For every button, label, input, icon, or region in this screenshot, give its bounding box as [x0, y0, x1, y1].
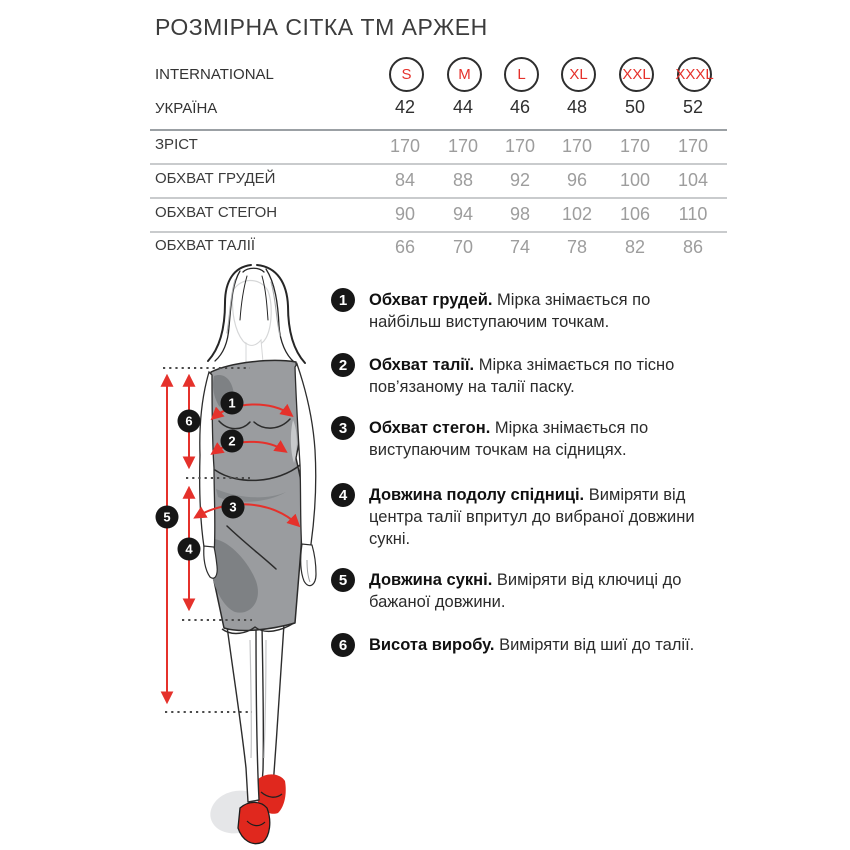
international-label: INTERNATIONAL	[155, 66, 274, 83]
item-text: Довжина подолу спідниці. Виміряти від центра талії впритул до вибраної довжини сукні.	[369, 486, 695, 548]
item-text: Обхват талії. Мірка знімається по тісно пов’язаному на талії паску.	[369, 356, 675, 396]
size-circle-xxxl: XXXL	[677, 57, 712, 92]
table-cell: 66	[394, 237, 416, 257]
page-title: РОЗМІРНА СІТКА ТМ АРЖЕН	[155, 14, 488, 40]
size-circle-xxl: XXL	[619, 57, 654, 92]
table-cell: 104	[677, 170, 709, 190]
item-number-badge: 5	[331, 568, 355, 592]
table-cell: 170	[677, 136, 709, 156]
row-label-hips: ОБХВАТ СТЕГОН	[155, 204, 278, 221]
item-number-badge: 4	[331, 483, 355, 507]
item-text: Висота виробу. Виміряти від шиї до талії.	[369, 636, 695, 654]
dress	[202, 360, 303, 633]
figure-marker-6	[178, 410, 201, 433]
table-cell: 92	[509, 170, 531, 190]
table-cell: 84	[394, 170, 416, 190]
right-leg	[262, 624, 284, 787]
table-cell: 78	[566, 237, 588, 257]
table-cell: 90	[394, 204, 416, 224]
size-circle-m: M	[447, 57, 482, 92]
row-label-waist: ОБХВАТ ТАЛІЇ	[155, 237, 256, 254]
svg-text:3: 3	[229, 499, 237, 515]
figure-marker-2	[221, 430, 244, 453]
measurement-item-1	[331, 288, 726, 333]
item-text: Обхват грудей. Мірка знімається по найбільш виступаючим точкам.	[369, 291, 651, 331]
table-cell: 170	[619, 136, 651, 156]
measurement-item-6	[331, 633, 726, 657]
table-cell: 170	[389, 136, 421, 156]
measurement-item-5	[331, 568, 726, 613]
table-cell: 86	[682, 237, 704, 257]
ukraine-label: УКРАЇНА	[155, 100, 218, 117]
item-number-badge: 1	[331, 288, 355, 312]
divider	[150, 197, 727, 199]
table-cell: 100	[619, 170, 651, 190]
svg-text:5: 5	[163, 509, 171, 525]
item-text: Обхват стегон. Мірка знімається по виступаючим точкам на сідницях.	[369, 419, 649, 459]
measurement-figure	[140, 258, 350, 850]
ukraine-size: 44	[452, 97, 474, 117]
figure-marker-1	[221, 392, 244, 415]
item-text: Довжина сукні. Виміряти від ключиці до бажаної довжини.	[369, 571, 682, 611]
table-cell: 94	[452, 204, 474, 224]
table-cell: 96	[566, 170, 588, 190]
row-label-chest: ОБХВАТ ГРУДЕЙ	[155, 170, 276, 187]
measurement-item-2	[331, 353, 726, 398]
divider	[150, 129, 727, 131]
svg-text:4: 4	[185, 541, 193, 557]
item-number-badge: 6	[331, 633, 355, 657]
size-circle-xl: XL	[561, 57, 596, 92]
table-cell: 98	[509, 204, 531, 224]
table-cell: 70	[452, 237, 474, 257]
table-cell: 110	[678, 204, 708, 224]
table-cell: 170	[561, 136, 593, 156]
left-leg	[227, 626, 259, 802]
table-cell: 82	[624, 237, 646, 257]
table-cell: 170	[504, 136, 536, 156]
item-number-badge: 2	[331, 353, 355, 377]
measurement-item-4	[331, 483, 726, 550]
ukraine-size: 48	[566, 97, 588, 117]
item-number-badge: 3	[331, 416, 355, 440]
size-circle-s: S	[389, 57, 424, 92]
row-label-zrist: ЗРІСТ	[155, 136, 198, 153]
figure-marker-4	[178, 538, 201, 561]
divider	[150, 163, 727, 165]
ukraine-size: 50	[624, 97, 646, 117]
figure-marker-5	[156, 506, 179, 529]
figure-marker-3	[222, 496, 245, 519]
measurement-item-3	[331, 416, 726, 461]
divider	[150, 231, 727, 233]
size-circle-l: L	[504, 57, 539, 92]
ukraine-size: 46	[509, 97, 531, 117]
front-shoe	[238, 802, 270, 843]
table-cell: 106	[619, 204, 651, 224]
svg-text:1: 1	[228, 395, 236, 411]
table-cell: 74	[509, 237, 531, 257]
table-cell: 88	[452, 170, 474, 190]
table-cell: 170	[447, 136, 479, 156]
ukraine-size: 52	[682, 97, 704, 117]
table-cell: 102	[561, 204, 593, 224]
svg-text:2: 2	[228, 433, 236, 449]
ukraine-size: 42	[394, 97, 416, 117]
svg-text:6: 6	[185, 413, 193, 429]
